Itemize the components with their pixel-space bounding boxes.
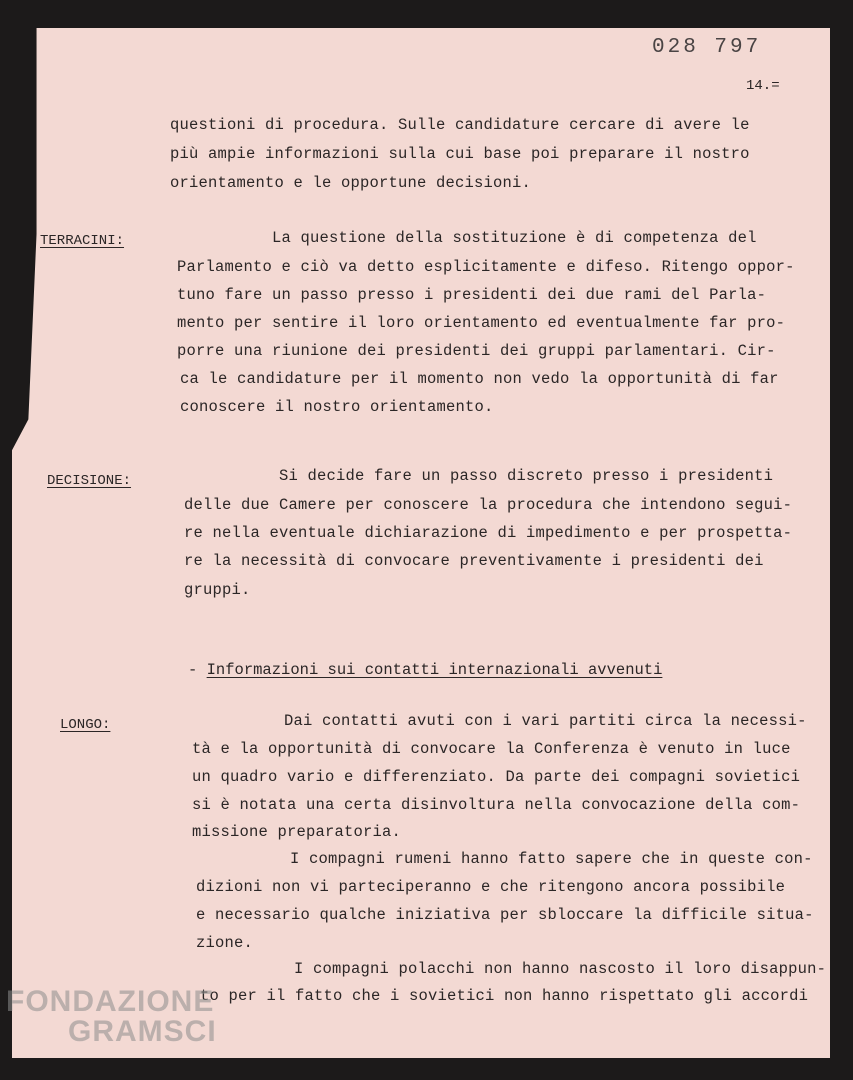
text-line: dizioni non vi parteciperanno e che ritengono ancora possibile — [196, 878, 786, 896]
text-line: e necessario qualche iniziativa per sbloccare la difficile situa- — [196, 906, 814, 924]
text-line: tuno fare un passo presso i presidenti dei due rami del Parla- — [177, 286, 767, 304]
text-line: ca le candidature per il momento non vedo la opportunità di far — [180, 370, 779, 388]
text-line: La questione della sostituzione è di competenza del — [272, 229, 757, 247]
text-line: I compagni rumeni hanno fatto sapere che in queste con- — [290, 850, 813, 868]
text-line: mento per sentire il loro orientamento ed eventualmente far pro- — [177, 314, 786, 332]
text-line: re nella eventuale dichiarazione di impedimento e per prospetta- — [184, 524, 793, 542]
text-line: porre una riunione dei presidenti dei gruppi parlamentari. Cir- — [177, 342, 776, 360]
text-line: si è notata una certa disinvoltura nella convocazione della com- — [192, 796, 801, 814]
text-line: più ampie informazioni sulla cui base poi preparare il nostro — [170, 145, 750, 163]
section-heading — [188, 661, 662, 679]
text-line: tà e la opportunità di convocare la Conferenza è venuto in luce — [192, 740, 791, 758]
text-line: questioni di procedura. Sulle candidature cercare di avere le — [170, 116, 750, 134]
text-line: delle due Camere per conoscere la procedura che intendono segui- — [184, 496, 793, 514]
text-line: gruppi. — [184, 581, 251, 599]
speaker-label-terracini: TERRACINI: — [40, 233, 125, 249]
text-line: missione preparatoria. — [192, 823, 402, 841]
text-line: zione. — [196, 934, 254, 952]
archive-watermark — [6, 985, 217, 1049]
text-line: Si decide fare un passo discreto presso i presidenti — [279, 467, 774, 485]
watermark-line-1: FONDAZIONE — [6, 985, 215, 1018]
text-line: Dai contatti avuti con i vari partiti circa la necessi- — [284, 712, 807, 730]
section-heading-text: Informazioni sui contatti internazionali avvenuti — [206, 661, 663, 679]
text-line: orientamento e le opportune decisioni. — [170, 174, 532, 192]
document-archive-number: 028 797 — [652, 36, 762, 59]
speaker-label-longo: LONGO: — [60, 717, 111, 733]
text-line: to per il fatto che i sovietici non hanno rispettato gli accordi — [200, 987, 809, 1005]
text-line: Parlamento e ciò va detto esplicitamente e difeso. Ritengo oppor- — [177, 258, 795, 276]
text-line: un quadro vario e differenziato. Da parte dei compagni sovietici — [192, 768, 801, 786]
watermark-line-2: GRAMSCI — [68, 1015, 217, 1048]
speaker-label-decisione: DECISIONE: — [47, 473, 132, 489]
section-heading-dash: - — [188, 661, 198, 679]
text-line: conoscere il nostro orientamento. — [180, 398, 494, 416]
text-line: I compagni polacchi non hanno nascosto il loro disappun- — [294, 960, 827, 978]
text-line: re la necessità di convocare preventivamente i presidenti dei — [184, 552, 764, 570]
page-number: 14.= — [746, 78, 780, 94]
